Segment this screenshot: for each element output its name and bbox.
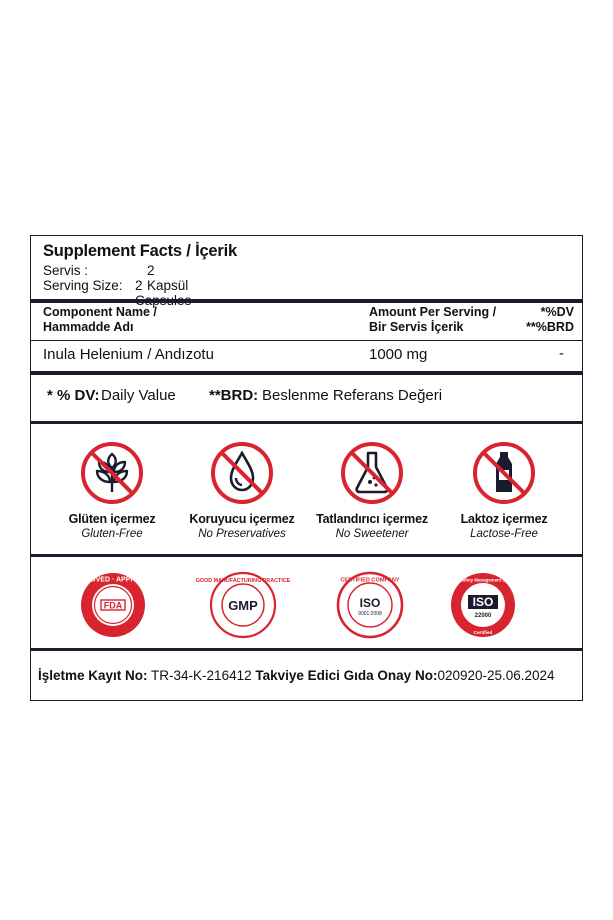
- seal-ring-text: Food Safety Management System: [447, 577, 519, 583]
- seal-sub-text: 9001:2008: [358, 611, 382, 617]
- bottle-icon: [471, 440, 537, 506]
- ingredient-amount: 1000 mg: [369, 346, 428, 363]
- fda-approved-seal: [70, 571, 156, 639]
- badge-label-en: Lactose-Free: [470, 528, 538, 540]
- badge-label-tr: Glüten içermez: [68, 512, 156, 526]
- amount-col-en: Amount Per Serving /: [369, 305, 497, 319]
- seal-center-text: GMP: [228, 598, 258, 613]
- badge-label-en: No Preservatives: [198, 528, 286, 540]
- legend-row: [31, 384, 582, 410]
- ingredient-dv: -: [559, 345, 564, 362]
- registration-value: TR-34-K-216412: [151, 668, 252, 683]
- thick-divider: [31, 648, 582, 651]
- approval-value: 020920-25.06.2024: [437, 668, 555, 683]
- badge-label-tr: Laktoz içermez: [460, 512, 548, 526]
- serving-tr-value: 2 Kapsül: [147, 263, 189, 293]
- badge-no-sweetener: [302, 440, 442, 548]
- badge-label-en: Gluten-Free: [81, 528, 143, 540]
- badge-label-tr: Tatlandırıcı içermez: [316, 512, 428, 526]
- supplement-facts-label: [30, 235, 583, 701]
- wheat-icon: [79, 440, 145, 506]
- approval-label: Takviye Edici Gıda Onay No:: [255, 668, 438, 683]
- serving-tr-label: Servis :: [43, 263, 89, 278]
- badge-label-en: No Sweetener: [335, 528, 409, 540]
- seal-ring-text: GOOD MANUFACTURING PRACTICE: [195, 578, 291, 584]
- dv-key: * % DV:: [47, 387, 100, 404]
- iso-9001-seal: [336, 571, 404, 639]
- drop-icon: [209, 440, 275, 506]
- row-divider: [31, 340, 582, 341]
- brd-key: **BRD:: [209, 387, 259, 404]
- seal-sub-text: 22000: [474, 613, 492, 619]
- flask-icon: [339, 440, 405, 506]
- ingredient-name: Inula Helenium / Andızotu: [43, 346, 214, 363]
- table-row: [31, 344, 582, 368]
- seal-ring-text: CERTIFIED COMPANY: [340, 577, 400, 584]
- serving-en-value: 2: [135, 278, 143, 293]
- thick-divider: [31, 554, 582, 557]
- badge-gluten-free: [42, 440, 182, 548]
- badge-lactose-free: [434, 440, 574, 548]
- seal-bottom-text: Certified: [473, 630, 493, 635]
- iso-22000-seal: [449, 571, 517, 639]
- component-col-en: Component Name /: [43, 305, 157, 319]
- badge-no-preservatives: [172, 440, 312, 548]
- seal-center-text: ISO: [359, 596, 381, 610]
- label-title: Supplement Facts / İçerik: [43, 242, 237, 260]
- seal-ring-text: APPROVED · APPROVED: [70, 576, 156, 584]
- component-col-tr: Hammadde Adı: [43, 320, 134, 334]
- certification-seals: [31, 558, 582, 645]
- brd-text: Beslenme Referans Değeri: [262, 387, 443, 404]
- registration-footer: [31, 656, 582, 700]
- label-header: [31, 236, 582, 299]
- free-from-badges: [31, 424, 582, 551]
- thick-divider: [31, 371, 582, 375]
- dv-col: *%DV: [540, 305, 574, 319]
- amount-col-tr: Bir Servis İçerik: [369, 320, 464, 334]
- badge-label-tr: Koruyucu içermez: [189, 512, 295, 526]
- serving-en-row: [43, 278, 143, 293]
- seal-center-text: ISO: [472, 595, 494, 609]
- gmp-seal: [195, 571, 291, 639]
- seal-center-text: FDA: [103, 600, 123, 611]
- serving-en-label: Serving Size:: [43, 278, 123, 293]
- brd-col: **%BRD: [526, 320, 574, 334]
- registration-label: İşletme Kayıt No:: [38, 668, 148, 683]
- dv-text: Daily Value: [101, 387, 176, 404]
- column-header: [31, 303, 582, 339]
